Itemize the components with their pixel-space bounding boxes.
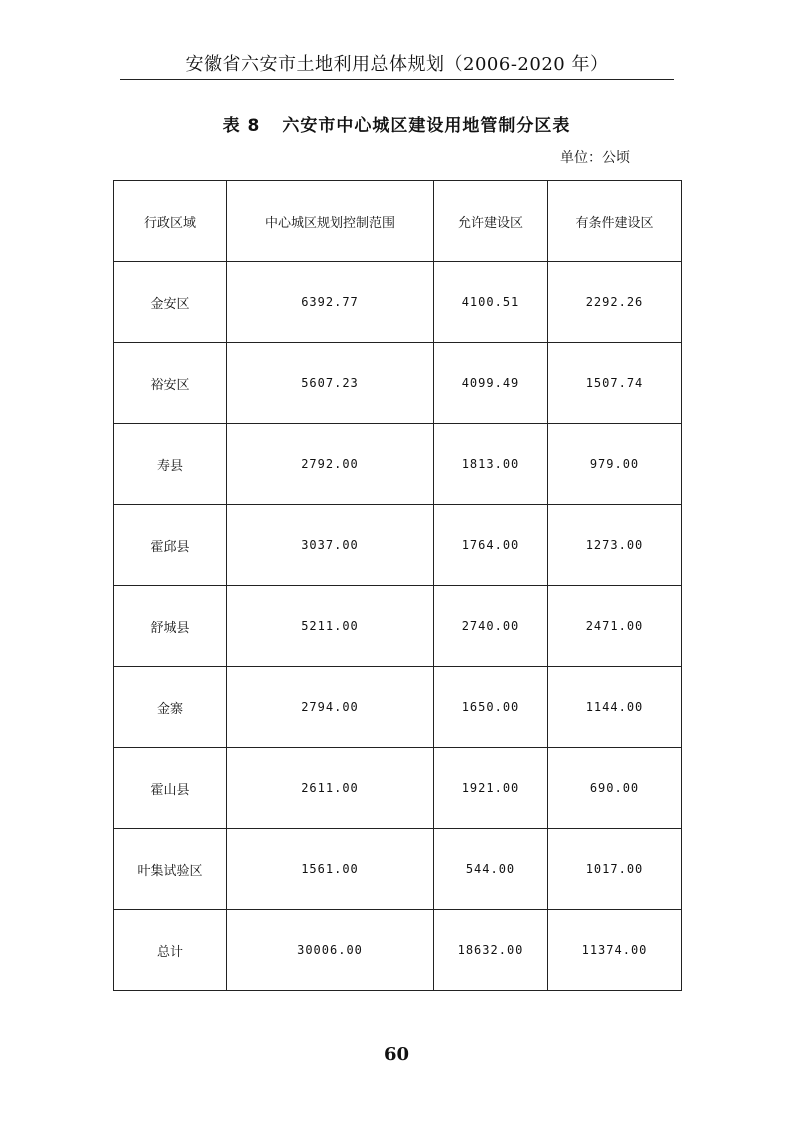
cell-control-range: 2792.00 [227, 424, 434, 505]
cell-allowed: 2740.00 [434, 586, 548, 667]
table-row [114, 829, 682, 910]
cell-conditional: 2292.26 [548, 262, 682, 343]
cell-region: 叶集试验区 [114, 829, 227, 910]
table-header-row [114, 181, 682, 262]
cell-allowed: 18632.00 [434, 910, 548, 991]
cell-region: 寿县 [114, 424, 227, 505]
cell-region: 金安区 [114, 262, 227, 343]
table-title [0, 111, 793, 136]
cell-conditional: 1144.00 [548, 667, 682, 748]
cell-region: 舒城县 [114, 586, 227, 667]
table-number: 表 8 [222, 116, 261, 136]
table-row [114, 424, 682, 505]
cell-conditional: 979.00 [548, 424, 682, 505]
column-header-control-range: 中心城区规划控制范围 [227, 181, 434, 262]
cell-allowed: 4100.51 [434, 262, 548, 343]
cell-control-range: 5211.00 [227, 586, 434, 667]
cell-control-range: 1561.00 [227, 829, 434, 910]
column-header-region: 行政区域 [114, 181, 227, 262]
cell-conditional: 1273.00 [548, 505, 682, 586]
table-row [114, 262, 682, 343]
cell-allowed: 1650.00 [434, 667, 548, 748]
cell-conditional: 2471.00 [548, 586, 682, 667]
cell-region: 霍山县 [114, 748, 227, 829]
cell-allowed: 1921.00 [434, 748, 548, 829]
cell-control-range: 2794.00 [227, 667, 434, 748]
cell-allowed: 1813.00 [434, 424, 548, 505]
table-row [114, 748, 682, 829]
table-row [114, 343, 682, 424]
cell-conditional: 1017.00 [548, 829, 682, 910]
cell-conditional: 11374.00 [548, 910, 682, 991]
cell-region: 裕安区 [114, 343, 227, 424]
table-row [114, 667, 682, 748]
cell-conditional: 690.00 [548, 748, 682, 829]
page-number: 60 [383, 1044, 410, 1065]
column-header-conditional: 有条件建设区 [548, 181, 682, 262]
table-row [114, 586, 682, 667]
cell-control-range: 5607.23 [227, 343, 434, 424]
unit-note: 单位：公顷 [560, 150, 630, 166]
cell-region: 霍邱县 [114, 505, 227, 586]
cell-control-range: 2611.00 [227, 748, 434, 829]
cell-region: 金寨 [114, 667, 227, 748]
cell-control-range: 30006.00 [227, 910, 434, 991]
cell-allowed: 4099.49 [434, 343, 548, 424]
cell-region: 总计 [114, 910, 227, 991]
cell-conditional: 1507.74 [548, 343, 682, 424]
column-header-allowed: 允许建设区 [434, 181, 548, 262]
cell-allowed: 544.00 [434, 829, 548, 910]
cell-control-range: 6392.77 [227, 262, 434, 343]
cell-control-range: 3037.00 [227, 505, 434, 586]
land-control-table [113, 180, 682, 991]
table-title-text: 六安市中心城区建设用地管制分区表 [282, 116, 571, 136]
table-row [114, 505, 682, 586]
table-total-row [114, 910, 682, 991]
header-rule [120, 79, 674, 80]
running-header: 安徽省六安市土地利用总体规划（2006-2020 年） [185, 54, 609, 75]
cell-allowed: 1764.00 [434, 505, 548, 586]
